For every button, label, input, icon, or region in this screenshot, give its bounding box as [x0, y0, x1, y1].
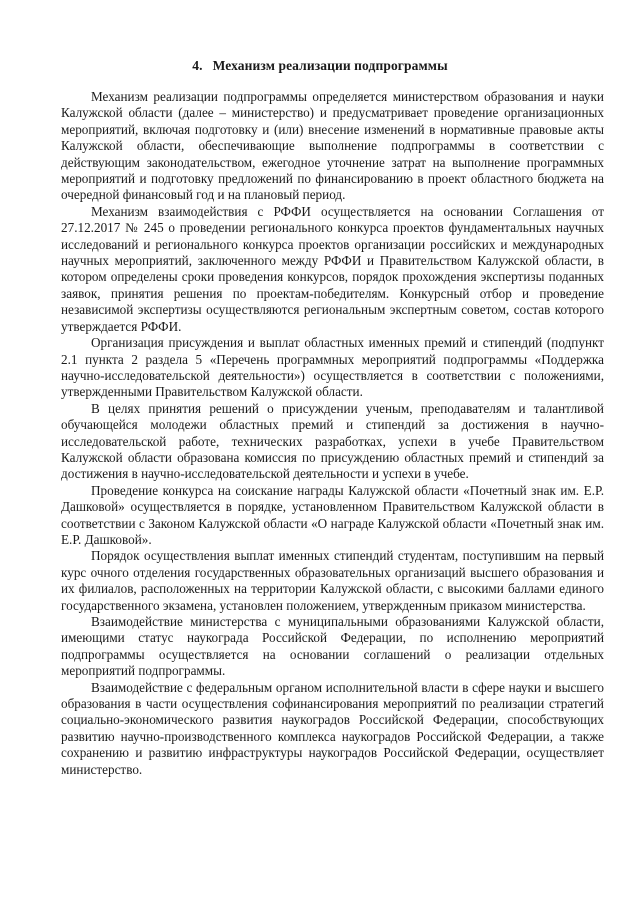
paragraph-municipal: Взаимодействие министерства с муниципальными образованиями Калужской области, имеющими статус наукограда Российской Федерации, по исполнению мероприятий подпрограммы осуществляется на основании соглашений о реализации отдельных мероприятий подпрограммы. [61, 614, 604, 679]
section-heading [0, 58, 640, 74]
paragraph-commission: В целях принятия решений о присуждении ученым, преподавателям и талантливой обучающейся молодежи областных премий и стипендий за достижения в научно-исследовательской работе, технических разработках, успехи в учебе Правительством Калужской области образована комиссия по присуждению областных премий и стипендий за достижения в научно-исследовательской деятельности и успехи в учебе. [61, 400, 604, 482]
section-title: Механизм реализации подпрограммы [212, 58, 448, 73]
paragraph-mechanism: Механизм реализации подпрограммы определяется министерством образования и науки Калужской области (далее – министерство) и предусматривает проведение организационных мероприятий, включая подготовку и (или) внесение изменений в нормативные правовые акты Калужской области, обеспечивающие выполнение подпрограммы в соответствии с действующим законодательством, ежегодное уточнение затрат на выполнение программных мероприятий и подготовку предложений по финансированию в проект областного бюджета на очередной финансовый год и на плановый период. [61, 89, 604, 203]
section-body [61, 89, 604, 778]
paragraph-scholarships: Порядок осуществления выплат именных стипендий студентам, поступившим на первый курс очного отделения государственных образовательных организаций высшего образования и их филиалов, расположенных на территории Калужской области, с высокими баллами единого государственного экзамена, установлен положением, утвержденным приказом министерства. [61, 548, 604, 613]
paragraph-federal: Взаимодействие с федеральным органом исполнительной власти в сфере науки и высшего образования в части осуществления софинансирования мероприятий по реализации стратегий социально-экономического развития наукоградов Российской Федерации, способствующих развитию научно-производственного комплекса наукоградов Российской Федерации, а также сохранению и развитию инфраструктуры наукоградов Российской Федерации, осуществляет министерство. [61, 679, 604, 777]
paragraph-rffi: Механизм взаимодействия с РФФИ осуществляется на основании Соглашения от 27.12.2017 № 245 о проведении регионального конкурса проектов фундаментальных научных исследований и регионального конкурса проектов организации российских и международных научных мероприятий, заключенного между РФФИ и Правительством Калужской области, в котором определены сроки проведения конкурсов, порядок прохождения экспертизы поданных заявок, принятия решения по проектам-победителям. Конкурсный отбор и проведение независимой экспертизы осуществляются региональным экспертным советом, состав которого утверждается РФФИ. [61, 203, 604, 334]
section-number: 4. [192, 58, 203, 73]
paragraph-awards: Организация присуждения и выплат областных именных премий и стипендий (подпункт 2.1 пункта 2 раздела 5 «Перечень программных мероприятий подпрограммы «Поддержка научно-исследовательской деятельности») осуществляется в соответствии с положениями, утвержденными Правительством Калужской области. [61, 335, 604, 400]
paragraph-dashkova: Проведение конкурса на соискание награды Калужской области «Почетный знак им. Е.Р. Дашковой» осуществляется в порядке, установленном Правительством Калужской области в соответствии с Законом Калужской области «О награде Калужской области «Почетный знак им. Е.Р. Дашковой». [61, 482, 604, 547]
